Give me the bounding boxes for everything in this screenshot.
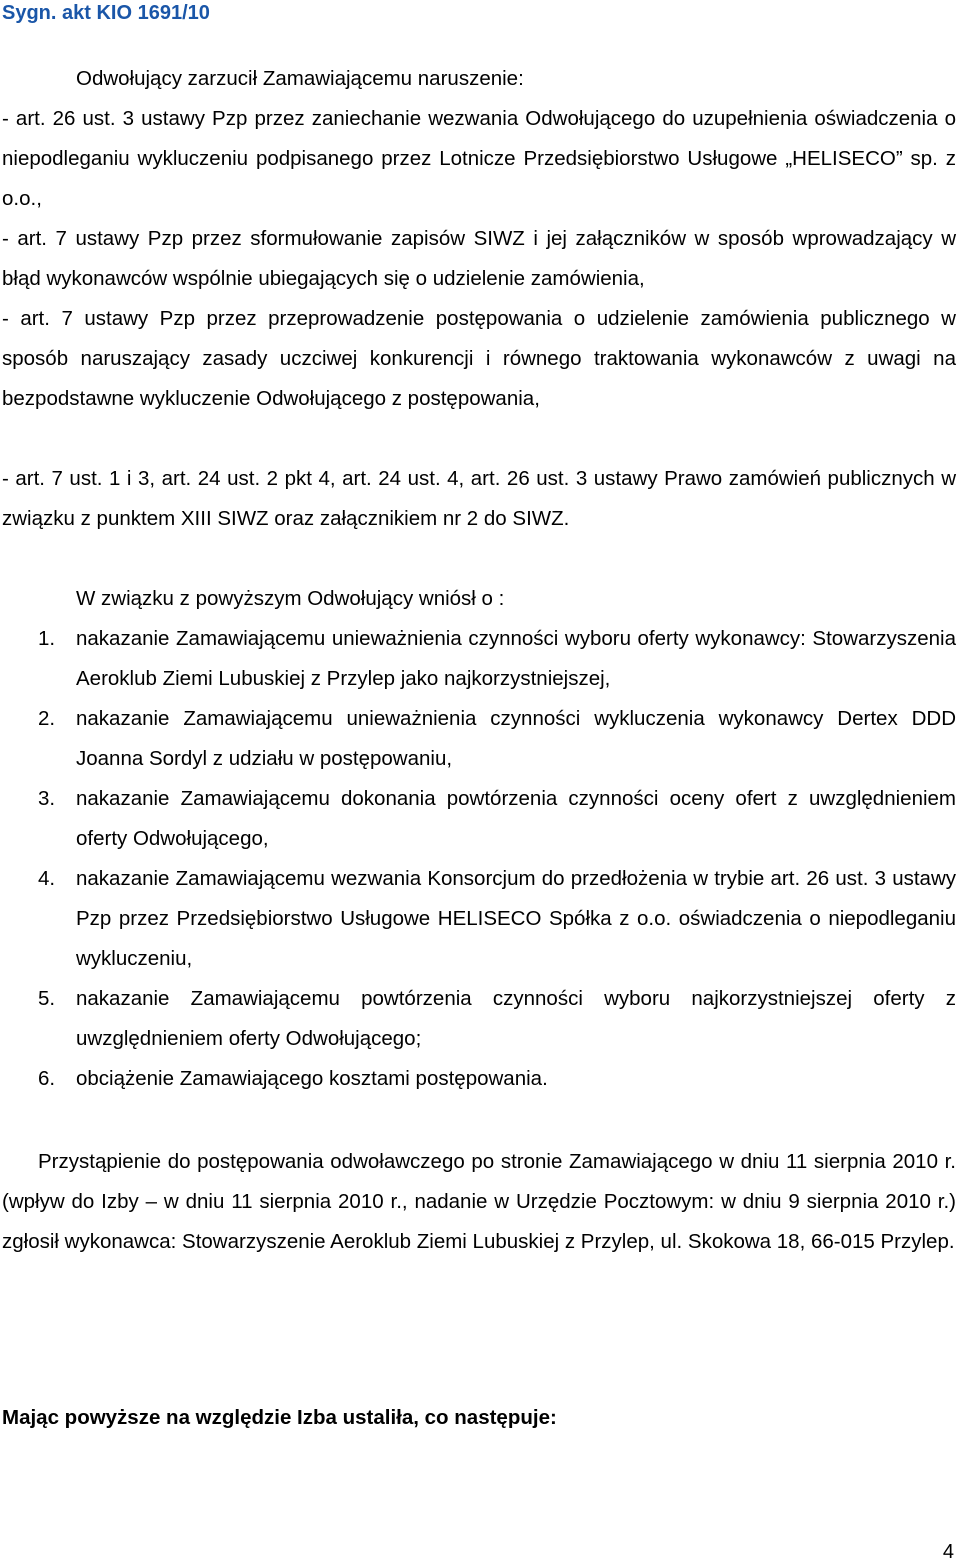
page-number: 4 — [942, 1541, 954, 1563]
accession-paragraph: Przystąpienie do postępowania odwoławczego po stronie Zamawiającego w dniu 11 sierpnia 2010 r. (wpływ do Izby – w dniu 11 sierpnia 2010 r., nadanie w Urzędzie Pocztowym: w dniu 9 sierpnia 2010 r.) zgłosił wykonawca: Stowarzyszenie Aeroklub Ziemi Lubuskiej z Przylep, ul. Skokowa 18, 66-015 Przylep. — [2, 1150, 956, 1253]
request-number: 6. — [38, 1067, 56, 1090]
request-text: nakazanie Zamawiającemu unieważnienia czynności wyboru oferty wykonawcy: Stowarzyszenia Aeroklub Ziemi Lubuskiej z Przylep jako najkorzystniejszej, — [76, 627, 956, 690]
request-number: 2. — [38, 707, 56, 730]
request-item-6 — [38, 1059, 956, 1099]
request-text: nakazanie Zamawiającemu unieważnienia czynności wykluczenia wykonawcy Dertex DDD Joanna Sordyl z udziału w postępowaniu, — [76, 707, 956, 770]
request-item-5 — [38, 979, 956, 1059]
violation-item-1: - art. 26 ust. 3 ustawy Pzp przez zaniechanie wezwania Odwołującego do uzupełnienia oświadczenia o niepodleganiu wykluczeniu podpisanego przez Lotnicze Przedsiębiorstwo Usługowe „HELISECO” sp. z o.o., — [2, 107, 956, 210]
violation-item-3: - art. 7 ustawy Pzp przez przeprowadzenie postępowania o udzielenie zamówienia publicznego w sposób naruszający zasady uczciwej konkurencji i równego traktowania wykonawców z uwagi na bezpodstawne wykluczenie Odwołującego z postępowania, — [2, 307, 956, 410]
request-number: 1. — [38, 627, 56, 650]
case-signature: Sygn. akt KIO 1691/10 — [2, 2, 210, 24]
requests-intro: W związku z powyższym Odwołujący wniósł o : — [76, 587, 505, 610]
request-number: 4. — [38, 867, 56, 890]
request-text: nakazanie Zamawiającemu wezwania Konsorcjum do przedłożenia w trybie art. 26 ust. 3 ustawy Pzp przez Przedsiębiorstwo Usługowe HELISECO Spółka z o.o. oświadczenia o niepodleganiu wykluczeniu, — [76, 867, 956, 970]
violation-item-2: - art. 7 ustawy Pzp przez sformułowanie zapisów SIWZ i jej załączników w sposób wprowadzający w błąd wykonawców wspólnie ubiegających się o udzielenie zamówienia, — [2, 227, 956, 290]
violation-item-4: - art. 7 ust. 1 i 3, art. 24 ust. 2 pkt 4, art. 24 ust. 4, art. 26 ust. 3 ustawy Prawo zamówień publicznych w związku z punktem XIII SIWZ oraz załącznikiem nr 2 do SIWZ. — [2, 467, 956, 530]
request-item-4 — [38, 859, 956, 979]
request-text: obciążenie Zamawiającego kosztami postępowania. — [76, 1067, 548, 1090]
request-number: 5. — [38, 987, 56, 1010]
request-item-3 — [38, 779, 956, 859]
requests-list — [38, 619, 956, 1099]
finding-heading: Mając powyższe na względzie Izba ustaliła, co następuje: — [2, 1406, 557, 1429]
request-number: 3. — [38, 787, 56, 810]
request-text: nakazanie Zamawiającemu dokonania powtórzenia czynności oceny ofert z uwzględnieniem oferty Odwołującego, — [76, 787, 956, 850]
request-item-2 — [38, 699, 956, 779]
request-item-1 — [38, 619, 956, 699]
violations-intro: Odwołujący zarzucił Zamawiającemu naruszenie: — [76, 67, 524, 90]
request-text: nakazanie Zamawiającemu powtórzenia czynności wyboru najkorzystniejszej oferty z uwzględnieniem oferty Odwołującego; — [76, 987, 956, 1050]
